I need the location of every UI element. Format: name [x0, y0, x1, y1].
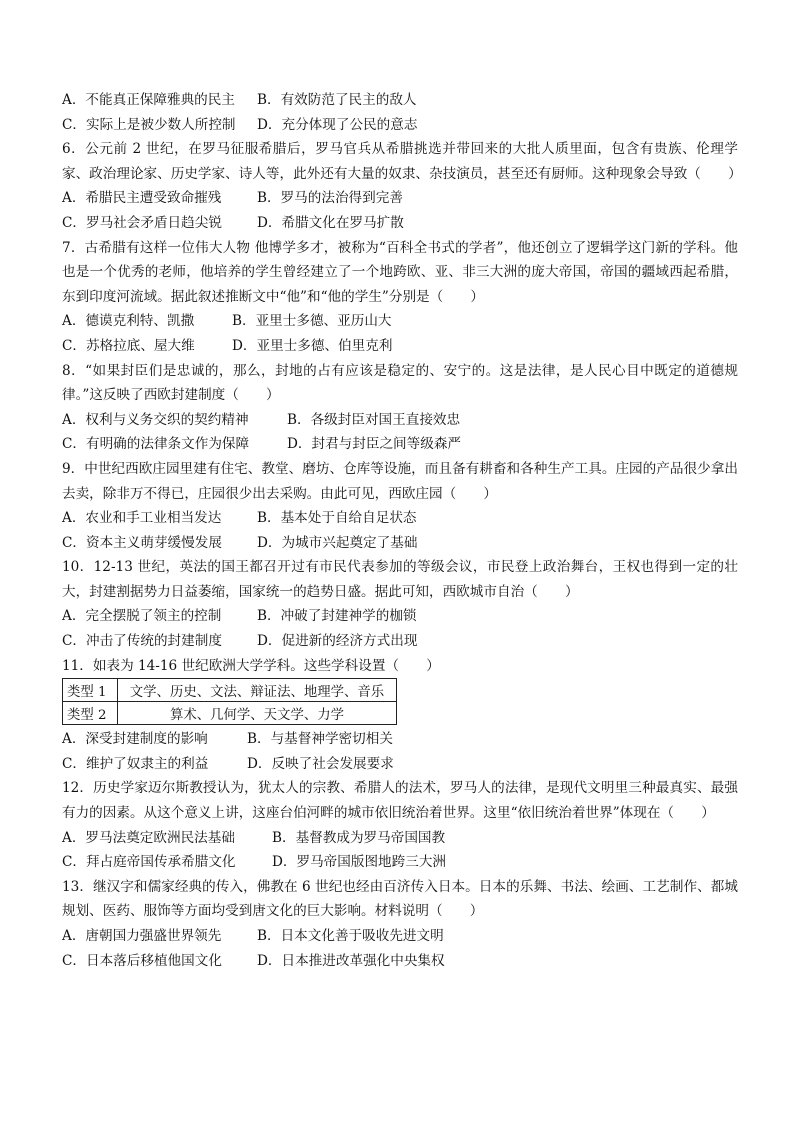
q6-option-d[interactable]: D．希腊文化在罗马扩散: [257, 214, 404, 231]
q6-option-c[interactable]: C．罗马社会矛盾日趋尖锐: [62, 214, 222, 231]
q12-options-row-2: [62, 850, 738, 875]
q12-stem: 12．历史学家迈尔斯教授认为，犹太人的宗教、希腊人的法术，罗马人的法律，是现代文明里三种最真实、最强有力的因素。从这个意义上讲，这座台伯河畔的城市依旧统治着世界。这里“依旧统治着世界”体现在（ ）: [62, 780, 738, 822]
q11-options-row-1: [62, 727, 738, 752]
table-row: [63, 679, 397, 702]
q10-option-d[interactable]: D．促进新的经济方式出现: [257, 633, 418, 650]
q7-options-row-2: [62, 334, 738, 359]
q12-option-a[interactable]: A．罗马法奠定欧洲民法基础: [62, 829, 235, 846]
q5-options-row-1: [62, 88, 738, 113]
q11-option-b[interactable]: B．与基督神学密切相关: [247, 731, 393, 748]
q11-options-row-2: [62, 752, 738, 777]
q11-option-c[interactable]: C．维护了奴隶主的利益: [62, 755, 209, 772]
q9-options-row-1: [62, 506, 738, 531]
q5-option-a[interactable]: A．不能真正保障雅典的民主: [62, 92, 235, 108]
q13-option-b[interactable]: B．日本文化善于吸收先进文明: [257, 928, 444, 944]
q11-stem: 11．如表为 14-16 世纪欧洲大学学科。这些学科设置（ ）: [62, 657, 440, 674]
q13-stem: 13．继汉字和儒家经典的传入，佛教在 6 世纪也经由百济传入日本。日本的乐舞、书法、绘画、工艺制作、都城规划、医药、服饰等方面均受到唐文化的巨大影响。材料说明（ ）: [62, 878, 738, 920]
q6-option-b[interactable]: B．罗马的法治得到完善: [257, 190, 403, 207]
q8-stem: 8．“如果封臣们是忠诚的，那么，封地的占有应该是稳定的、安宁的。这是法律，是人民心目中既定的道德规律。”这反映了西欧封建制度（ ）: [62, 362, 738, 404]
q13-options-row-2: [62, 949, 738, 974]
exam-page: [62, 88, 742, 973]
q10-option-b[interactable]: B．冲破了封建神学的枷锁: [257, 608, 417, 625]
q8-option-d[interactable]: D．封君与封臣之间等级森严: [287, 436, 462, 453]
q10-option-a[interactable]: A．完全摆脱了领主的控制: [62, 608, 222, 625]
q9-option-c[interactable]: C．资本主义萌芽缓慢发展: [62, 534, 222, 551]
q10-options-row-2: [62, 629, 738, 654]
q12-option-b[interactable]: B．基督教成为罗马帝国国教: [272, 829, 446, 846]
q10-stem: 10．12-13 世纪，英法的国王都召开过有市民代表参加的等级会议，市民登上政治舞台，王权也得到一定的壮大，封建割据势力日益萎缩，国家统一的趋势日盛。据此可知，西欧城市自治（ ）: [62, 559, 738, 600]
q7-stem: 7．古希腊有这样一位伟大人物 他博学多才，被称为“百科全书式的学者”，他还创立了逻辑学这门新的学科。他也是一个优秀的老师，他培养的学生曾经建立了一个地跨欧、亚、非三大洲的庞大帝国，帝国的疆域西起希腊，东到印度河流域。据此叙述推断文中“他”和“他的学生”分别是（ ）: [62, 239, 738, 305]
q10-option-c[interactable]: C．冲击了传统的封建制度: [62, 633, 222, 650]
q9-options-row-2: [62, 531, 738, 556]
q9-option-a[interactable]: A．农业和手工业相当发达: [62, 510, 222, 527]
q11-option-a[interactable]: A．深受封建制度的影响: [62, 731, 208, 748]
q12-option-c[interactable]: C．拜占庭帝国传承希腊文化: [62, 854, 236, 871]
q7-option-c[interactable]: C．苏格拉底、屋大维: [62, 337, 195, 354]
q9-option-b[interactable]: B．基本处于自给自足状态: [257, 510, 417, 527]
q6-options-row-1: [62, 186, 738, 211]
q6-stem: 6．公元前 2 世纪，在罗马征服希腊后，罗马官兵从希腊挑选并带回来的大批人质里面，包含有贵族、伦理学家、政治理论家、历史学家、诗人等，此外还有大量的奴隶、杂技演员，甚至还有厨师。这种现象会导致（ ）: [62, 141, 742, 182]
table-cell-type: 类型 2: [63, 702, 118, 725]
q7-options-row-1: [62, 309, 738, 334]
q7-option-a[interactable]: A．德谟克利特、凯撒: [62, 313, 195, 330]
q8-options-row-1: [62, 408, 738, 433]
q5-option-c[interactable]: C．实际上是被少数人所控制: [62, 116, 236, 133]
q9-stem: 9．中世纪西欧庄园里建有住宅、教堂、磨坊、仓库等设施，而且备有耕畜和各种生产工具。庄园的产品很少拿出去卖，除非万不得已，庄园很少出去采购。由此可见，西欧庄园（ ）: [62, 460, 738, 502]
q6-options-row-2: [62, 211, 738, 236]
q12-option-d[interactable]: D．罗马帝国版图地跨三大洲: [272, 854, 447, 871]
q5-options-row-2: [62, 113, 738, 138]
q13-option-c[interactable]: C．日本落后移植他国文化: [62, 952, 222, 969]
table-cell-subjects: 文学、历史、文法、辩证法、地理学、音乐: [118, 679, 397, 702]
q5-option-d[interactable]: D．充分体现了公民的意志: [257, 116, 418, 133]
q8-option-b[interactable]: B．各级封臣对国王直接效忠: [287, 411, 461, 428]
table-cell-type: 类型 1: [63, 679, 118, 702]
q10-options-row-1: [62, 604, 738, 629]
q13-option-d[interactable]: D．日本推进改革强化中央集权: [257, 952, 445, 969]
q11-subject-table: [62, 678, 397, 725]
q11-option-d[interactable]: D．反映了社会发展要求: [247, 755, 394, 772]
q5-option-b[interactable]: B．有效防范了民主的敌人: [257, 92, 417, 108]
q7-option-b[interactable]: B．亚里士多德、亚历山大: [232, 313, 392, 330]
q8-option-a[interactable]: A．权利与义务交织的契约精神: [62, 411, 249, 428]
q13-option-a[interactable]: A．唐朝国力强盛世界领先: [62, 928, 222, 944]
q8-options-row-2: [62, 432, 738, 457]
q13-options-row-1: [62, 924, 738, 949]
q6-option-a[interactable]: A．希腊民主遭受致命摧残: [62, 190, 222, 207]
q9-option-d[interactable]: D．为城市兴起奠定了基础: [257, 534, 418, 551]
table-row: [63, 702, 397, 725]
table-cell-subjects: 算术、几何学、天文学、力学: [118, 702, 397, 725]
q12-options-row-1: [62, 826, 738, 851]
q7-option-d[interactable]: D．亚里士多德、伯里克利: [232, 337, 393, 354]
q8-option-c[interactable]: C．有明确的法律条文作为保障: [62, 436, 250, 453]
